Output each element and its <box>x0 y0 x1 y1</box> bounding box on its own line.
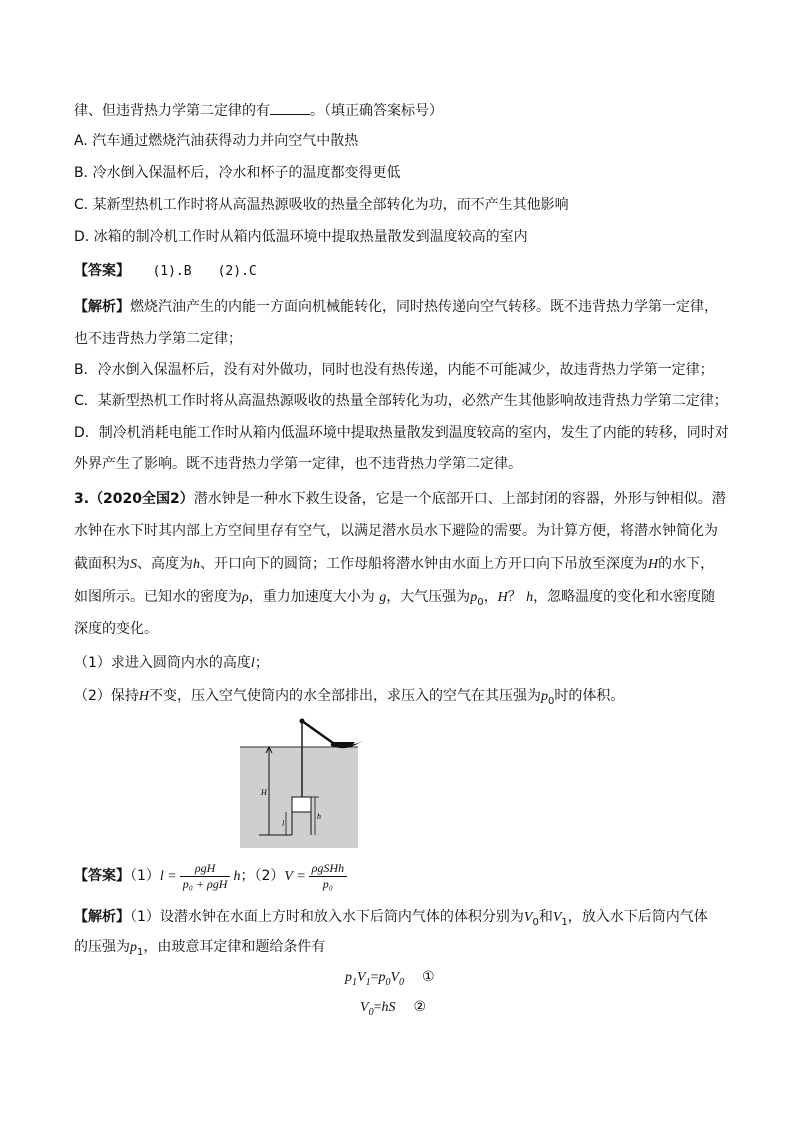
denominator: p₀ <box>322 876 333 891</box>
text: ，忽略温度的变化和水密度随 <box>533 589 716 605</box>
formula-lhs: l = <box>159 869 177 884</box>
part-2-marker: （2） <box>254 868 285 884</box>
label-l: l <box>282 819 285 828</box>
var-h: h <box>193 557 200 572</box>
bell-air-space <box>292 797 311 812</box>
text: 的水下， <box>658 556 715 572</box>
var-p: p <box>470 590 478 605</box>
equals: = <box>373 1000 382 1015</box>
subscript: 1 <box>561 916 568 928</box>
q3-subquestion-1 <box>74 653 269 674</box>
subscript: 0 <box>548 695 555 707</box>
fraction-1 <box>180 861 231 892</box>
q2-analysis-line-5: D．制冷机消耗电能工作时从箱内低温环境中提取热量散发到温度较高的室内，发生了内能的转移，同时对 <box>74 425 729 441</box>
var-H: H <box>648 557 659 572</box>
equation-tag: ① <box>422 969 435 985</box>
subscript: 0 <box>532 916 539 928</box>
q3-subquestion-2 <box>74 686 624 712</box>
q3-analysis-line-2 <box>74 937 325 963</box>
q3-answer <box>74 860 350 893</box>
q2-stem-text: 律、但违背热力学第二定律的有 <box>74 103 270 119</box>
separator: ； <box>240 868 255 884</box>
analysis-text: 燃烧汽油产生的内能一方面向机械能转化，同时热传递向空气转移。既不违背热力学第一定律， <box>130 299 718 315</box>
crane-arm <box>302 721 333 743</box>
text: 的压强为 <box>74 939 130 955</box>
equals: = <box>370 970 379 985</box>
text: 如图所示。已知水的密度为 <box>74 589 242 605</box>
var: p <box>345 970 352 985</box>
var: hS <box>381 1000 396 1015</box>
q2-analysis-line-1 <box>74 297 718 317</box>
var: V <box>390 970 400 985</box>
q3-stem-line-2: 水钟在水下时其内部上方空间里存有空气，以满足潜水员水下避险的需要。为计算方便，将潜水钟简化为 <box>74 523 718 539</box>
numerator: ρgH <box>180 861 231 877</box>
q2-analysis-line-2: 也不违背热力学第二定律； <box>74 331 242 347</box>
equation-1 <box>345 967 435 993</box>
answer-label: 【答案】 <box>74 868 130 884</box>
subscript: 1 <box>365 976 371 988</box>
analysis-label: 【解析】 <box>74 299 130 315</box>
text: （1）设潜水钟在水面上方时和放入水下后筒内气体的体积分别为 <box>130 909 524 925</box>
text: 时的体积。 <box>554 688 625 704</box>
q3-stem-line-5: 深度的变化。 <box>74 621 158 637</box>
text: ，由玻意耳定律和题给条件有 <box>143 939 326 955</box>
subscript: 0 <box>399 976 405 988</box>
stem-text: 潜水钟是一种水下救生设备，它是一个底部开口、上部封闭的容器，外形与钟相似。潜 <box>193 491 726 507</box>
text: 截面积为 <box>74 556 130 572</box>
option-a: A. 汽车通过燃烧汽油获得动力并向空气中散热 <box>74 133 359 149</box>
option-d: D. 冰箱的制冷机工作时从箱内低温环境中提取热量散发到温度较高的室内 <box>74 229 528 245</box>
fraction-2 <box>309 861 347 892</box>
q3-stem-line-4 <box>74 587 715 613</box>
label-h: h <box>317 812 321 821</box>
question-source: （2020全国2） <box>89 491 194 507</box>
var-H: H <box>497 590 508 605</box>
text: ，大气压强为 <box>386 589 471 605</box>
q2-analysis-line-3: B．冷水倒入保温杯后，没有对外做功，同时也没有热传递，内能不可能减少，故违背热力学第一定律； <box>74 362 714 378</box>
numerator: ρgSHh <box>309 861 347 877</box>
answer-text: (1).B (2).C <box>152 264 257 279</box>
q3-stem-line-1 <box>74 489 726 509</box>
equation-tag: ② <box>413 999 427 1015</box>
text: ，放入水下后筒内气体 <box>567 909 708 925</box>
var-V: V <box>552 910 562 925</box>
text: ，重力加速度大小为 <box>248 589 380 605</box>
q2-stem <box>74 100 443 121</box>
denominator: p₀ + ρgH <box>182 876 228 891</box>
var-g: g <box>379 590 387 605</box>
var-h: h <box>526 590 534 605</box>
text: ， <box>483 589 498 605</box>
option-c: C. 某新型热机工作时将从高温热源吸收的热量全部转化为功，而不产生其他影响 <box>74 197 569 213</box>
subscript: 0 <box>368 1006 374 1018</box>
var: p <box>378 970 386 985</box>
text: （1）求进入圆筒内水的高度 <box>74 655 251 671</box>
pulley <box>300 719 305 724</box>
q2-answer <box>74 261 257 282</box>
var: V <box>360 1000 369 1015</box>
text: 、高度为 <box>137 556 193 572</box>
var-H: H <box>138 689 150 704</box>
text: 、开口向下的圆筒；工作母船将潜水钟由水面上方开口向下吊放至深度为 <box>200 556 648 572</box>
q3-analysis-line-1 <box>74 907 708 933</box>
var-rho: ρ <box>242 590 249 605</box>
text: ？ <box>507 589 527 605</box>
var-V: V <box>523 910 533 925</box>
label-H: H <box>261 788 267 797</box>
formula-lhs: V = <box>284 869 306 884</box>
var-S: S <box>130 557 137 572</box>
q2-stem-suffix: 。（填正确答案标号） <box>310 103 443 119</box>
var-p: p <box>130 940 137 955</box>
subscript: 1 <box>137 946 144 958</box>
q3-stem-line-3 <box>74 554 714 575</box>
answer-blank <box>270 100 310 115</box>
formula-tail: h <box>233 869 241 884</box>
text: 不变，压入空气使筒内的水全部排出，求压入的空气在其压强为 <box>149 688 542 704</box>
subscript: 0 <box>385 976 391 988</box>
answer-label: 【答案】 <box>74 263 130 279</box>
option-b: B. 冷水倒入保温杯后，冷水和杯子的温度都变得更低 <box>74 165 401 181</box>
q2-analysis-line-4: C．某新型热机工作时将从高温热源吸收的热量全部转化为功，必然产生其他影响故违背热力学第二定律； <box>74 393 728 409</box>
subscript: 0 <box>477 596 484 608</box>
part-1-marker: （1） <box>130 868 160 884</box>
var: V <box>357 970 366 985</box>
subscript: 1 <box>352 976 357 988</box>
analysis-label: 【解析】 <box>74 909 130 925</box>
q2-analysis-line-6: 外界产生了影响。既不违背热力学第一定律，也不违背热力学第二定律。 <box>74 456 522 472</box>
text: ； <box>254 655 269 671</box>
var-p: p <box>541 689 549 704</box>
diving-bell-figure <box>235 713 365 850</box>
var-l: l <box>250 656 255 671</box>
equation-2 <box>360 997 426 1023</box>
question-number: 3. <box>74 491 90 507</box>
text: （2）保持 <box>74 688 139 704</box>
text: 和 <box>538 909 553 925</box>
